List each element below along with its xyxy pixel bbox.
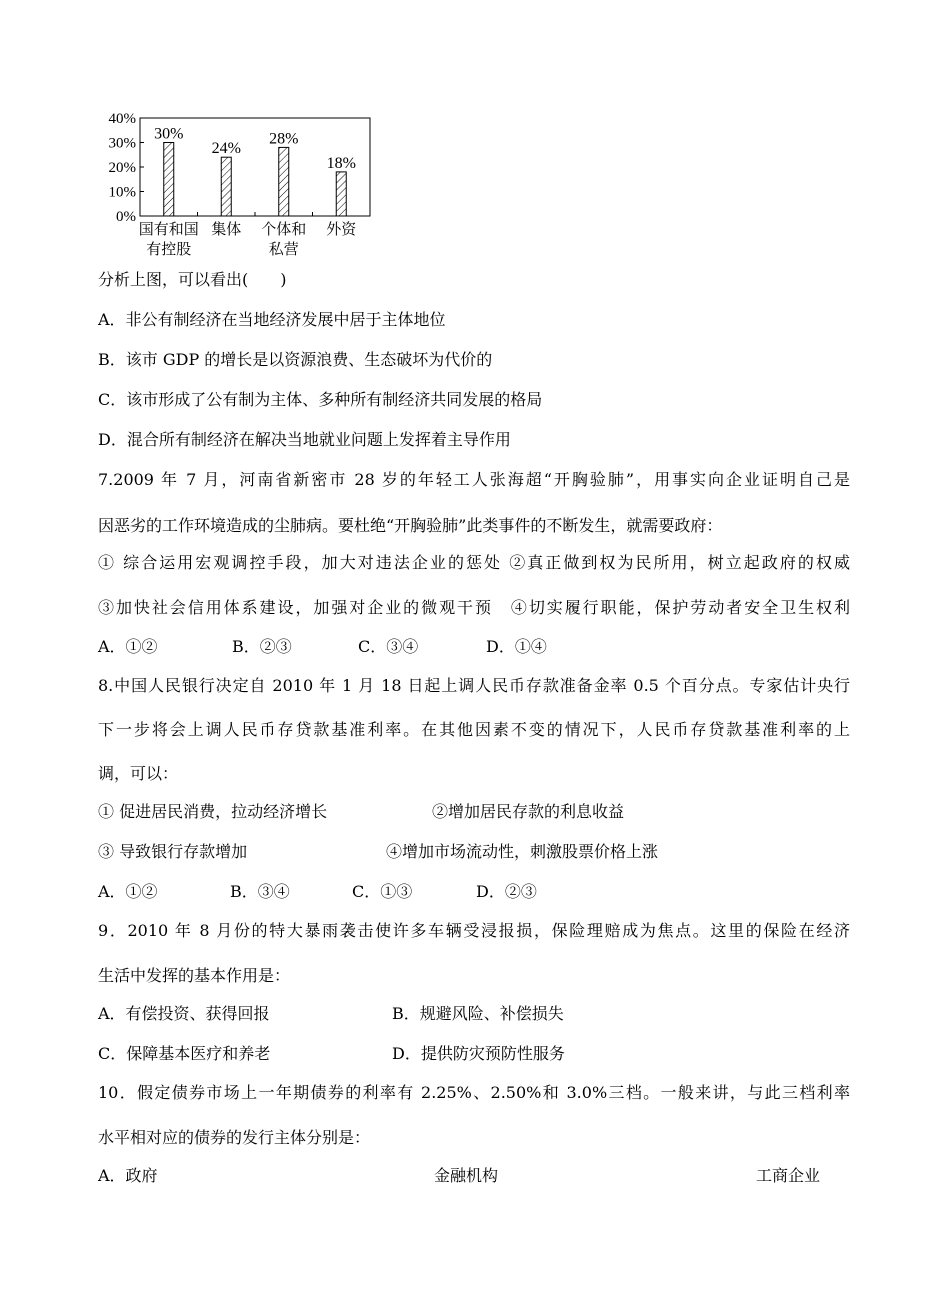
q8-option-b: B．③④ — [230, 882, 290, 901]
bar-chart-svg — [98, 110, 378, 270]
q7-line-2: 因恶劣的工作环境造成的尘肺病。要杜绝“开胸验肺”此类事件的不断发生，就需要政府： — [98, 516, 723, 535]
x-tick-label: 私营 — [268, 242, 299, 258]
q6-stem: 分析上图，可以看出( ) — [98, 270, 287, 289]
y-tick-label: 20% — [108, 160, 136, 176]
q7-option-d: D．①④ — [486, 637, 547, 656]
q6-option-b: B．该市 GDP 的增长是以资源浪费、生态破坏为代价的 — [98, 350, 493, 369]
q7-option-b: B．②③ — [232, 637, 292, 656]
y-tick-label: 0% — [116, 209, 136, 225]
q8-item-4: ④增加市场流动性，刺激股票价格上涨 — [386, 842, 659, 861]
q10-option-a-col3: 工商企业 — [756, 1166, 821, 1185]
bar — [279, 147, 289, 216]
y-tick-label: 30% — [108, 135, 136, 152]
q8-option-d: D．②③ — [476, 882, 537, 901]
x-tick-label: 国有和国 — [138, 222, 199, 238]
bar-chart — [98, 110, 378, 270]
q8-line-2: 下一步将会上调人民币存贷款基准利率。在其他因素不变的情况下，人民币存贷款基准利率的上 — [98, 720, 850, 739]
q10-line-1: 10．假定债券市场上一年期债券的利率有 2.25%、2.50%和 3.0%三档。一般来讲，与此三档利率 — [98, 1083, 850, 1102]
q8-option-c: C．①③ — [352, 882, 413, 901]
bar-value-label: 24% — [211, 140, 241, 158]
q6-option-a: A．非公有制经济在当地经济发展中居于主体地位 — [98, 310, 446, 329]
q9-option-c: C．保障基本医疗和养老 — [98, 1044, 271, 1063]
q8-option-a: A．①② — [98, 882, 158, 901]
y-tick-label: 10% — [108, 184, 136, 201]
bar-value-label: 18% — [326, 154, 356, 172]
x-tick-label: 有控股 — [146, 242, 192, 258]
q8-line-3: 调，可以： — [98, 764, 179, 783]
q6-option-d: D．混合所有制经济在解决当地就业问题上发挥着主导作用 — [98, 430, 511, 449]
q10-option-a-col2: 金融机构 — [434, 1166, 499, 1185]
x-tick-label: 外资 — [326, 222, 357, 238]
q9-line-2: 生活中发挥的基本作用是： — [98, 966, 291, 985]
q8-item-3: ③ 导致银行存款增加 — [98, 842, 248, 861]
q9-line-1: 9．2010 年 8 月份的特大暴雨袭击使许多车辆受浸报损，保险理赔成为焦点。这里的保险在经济 — [98, 921, 850, 940]
q8-line-1: 8.中国人民银行决定自 2010 年 1 月 18 日起上调人民币存款准备金率 0.5 个百分点。专家估计央行 — [98, 676, 850, 695]
q8-item-1: ① 促进居民消费，拉动经济增长 — [98, 802, 328, 821]
q7-line-1: 7.2009 年 7 月，河南省新密市 28 岁的年轻工人张海超“开胸验肺”，用事实向企业证明自己是 — [98, 470, 850, 489]
x-tick-label: 集体 — [211, 222, 242, 238]
q7-option-a: A．①② — [98, 637, 158, 656]
q7-line-4: ③加快社会信用体系建设，加强对企业的微观干预 ④切实履行职能，保护劳动者安全卫生权利 — [98, 598, 850, 617]
q8-item-2: ②增加居民存款的利息收益 — [432, 802, 625, 821]
bar — [164, 143, 174, 217]
bar — [336, 172, 346, 216]
q9-option-d: D．提供防灾预防性服务 — [392, 1044, 565, 1063]
bar-value-label: 28% — [269, 130, 299, 148]
x-tick-label: 个体和 — [261, 222, 307, 238]
q9-option-a: A．有偿投资、获得回报 — [98, 1004, 270, 1023]
q10-line-2: 水平相对应的债券的发行主体分别是： — [98, 1128, 371, 1147]
bar — [221, 157, 231, 216]
q7-line-3: ① 综合运用宏观调控手段，加大对违法企业的惩处 ②真正做到权为民所用，树立起政府的权威 — [98, 553, 850, 572]
q9-option-b: B．规避风险、补偿损失 — [392, 1004, 564, 1023]
bar-value-label: 30% — [154, 125, 184, 143]
q10-option-a-label: A．政府 — [98, 1166, 158, 1185]
q7-option-c: C．③④ — [358, 637, 419, 656]
q6-option-c: C．该市形成了公有制为主体、多种所有制经济共同发展的格局 — [98, 390, 543, 409]
y-tick-label: 40% — [108, 111, 136, 127]
